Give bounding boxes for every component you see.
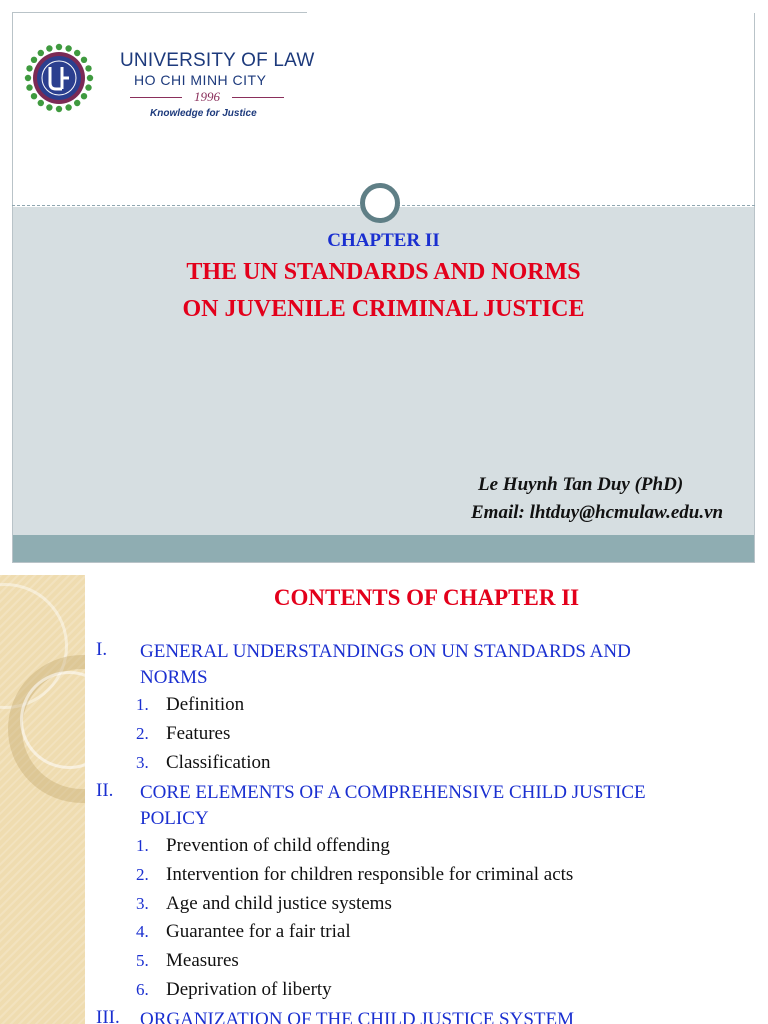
section-number: I. xyxy=(96,639,108,660)
slide-title-line-1: THE UN STANDARDS AND NORMS xyxy=(186,259,581,285)
list-item: 1. Definition xyxy=(136,694,245,715)
section-text: ORGANIZATION OF THE CHILD JUSTICE SYSTEM xyxy=(140,1009,575,1024)
list-item: 3. Age and child justice systems xyxy=(136,893,392,914)
section-text: CORE ELEMENTS OF A COMPREHENSIVE CHILD JUSTICE POLICY xyxy=(140,782,646,829)
author-name: Le Huynh Tan Duy (PhD) xyxy=(478,474,684,495)
university-motto: Knowledge for Justice xyxy=(150,108,257,119)
author-email: Email: lhtduy@hcmulaw.edu.vn xyxy=(471,502,724,523)
list-item: 5. Measures xyxy=(136,950,239,971)
founding-year-line xyxy=(130,89,284,105)
founding-year: 1996 xyxy=(194,89,220,104)
university-seal-icon xyxy=(24,42,94,114)
university-logo xyxy=(24,42,315,122)
decorative-sidebar xyxy=(0,575,85,1024)
list-item: 3. Classification xyxy=(136,752,271,773)
title-slide xyxy=(12,12,755,563)
list-item: 1. Prevention of child offending xyxy=(136,835,390,856)
university-city: HO CHI MINH CITY xyxy=(134,72,267,88)
university-name: UNIVERSITY OF LAW xyxy=(120,50,315,71)
section-number: III. xyxy=(96,1007,120,1024)
list-item: 6. Deprivation of liberty xyxy=(136,979,332,1000)
section-number: II. xyxy=(96,780,114,801)
slide-title-line-2: ON JUVENILE CRIMINAL JUSTICE xyxy=(182,296,585,322)
list-item: 2. Intervention for children responsible for criminal acts xyxy=(136,864,574,885)
contents-slide xyxy=(0,575,768,1024)
list-item: 4. Guarantee for a fair trial xyxy=(136,921,351,942)
contents-title: CONTENTS OF CHAPTER II xyxy=(273,585,580,610)
list-item: 2. Features xyxy=(136,723,231,744)
ring-ornament-icon xyxy=(360,183,400,223)
chapter-label: CHAPTER II xyxy=(327,230,440,251)
section-text: GENERAL UNDERSTANDINGS ON UN STANDARDS AND NORMS xyxy=(140,641,631,688)
